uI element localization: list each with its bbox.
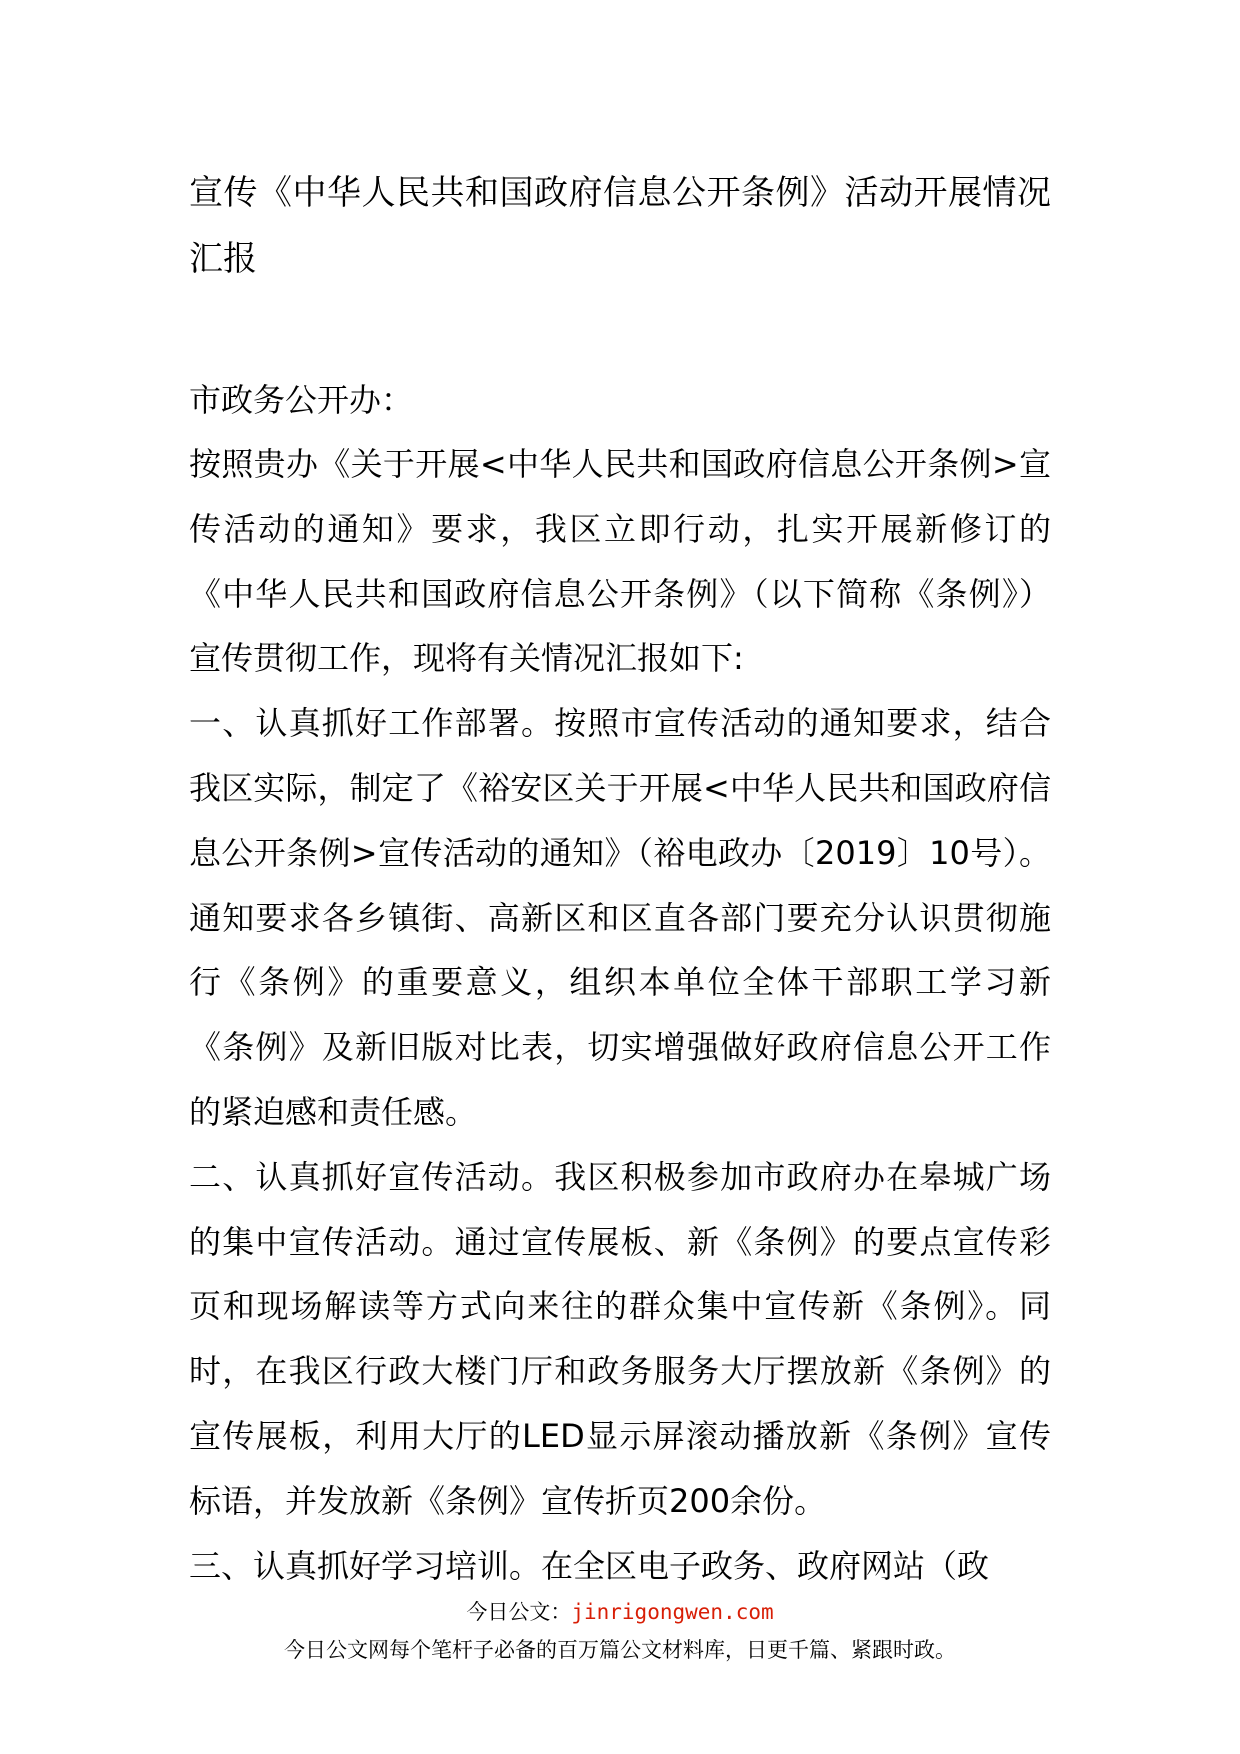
section-3-paragraph: 三、认真抓好学习培训。在全区电子政务、政府网站（政: [189, 1546, 990, 1585]
document-body: [189, 160, 1051, 1598]
footer-source: [0, 1596, 1240, 1626]
footer-slogan: 今日公文网每个笔杆子必备的百万篇公文材料库，日更千篇、紧跟时政。: [284, 1638, 956, 1662]
footer-domain-link[interactable]: jinrigongwen.com: [571, 1600, 774, 1624]
salutation: 市政务公开办：: [189, 381, 414, 419]
section-2-paragraph: 二、认真抓好宣传活动。我区积极参加市政府办在皋城广场的集中宣传活动。通过宣传展板、新《条例》的要点宣传彩页和现场解读等方式向来往的群众集中宣传新《条例》。同时，在我区行政大楼门厅和政务服务大厅摆放新《条例》的宣传展板，利用大厅的LED显示屏滚动播放新《条例》宣传标语，并发放新《条例》宣传折页200余份。: [189, 1157, 1051, 1520]
intro-paragraph: 按照贵办《关于开展<中华人民共和国政府信息公开条例>宣传活动的通知》要求，我区立即行动，扎实开展新修订的《中华人民共和国政府信息公开条例》（以下简称《条例》）宣传贯彻工作，现将有关情况汇报如下:: [189, 445, 1051, 678]
section-1-paragraph: 一、认真抓好工作部署。按照市宣传活动的通知要求，结合我区实际，制定了《裕安区关于开展<中华人民共和国政府信息公开条例>宣传活动的通知》（裕电政办〔2019〕10号）。通知要求各乡镇街、高新区和区直各部门要充分认识贯彻施行《条例》的重要意义，组织本单位全体干部职工学习新《条例》及新旧版对比表，切实增强做好政府信息公开工作的紧迫感和责任感。: [189, 704, 1051, 1131]
document-title: 宣传《中华人民共和国政府信息公开条例》活动开展情况汇报: [189, 173, 1051, 279]
footer-source-label: 今日公文：: [466, 1600, 572, 1624]
